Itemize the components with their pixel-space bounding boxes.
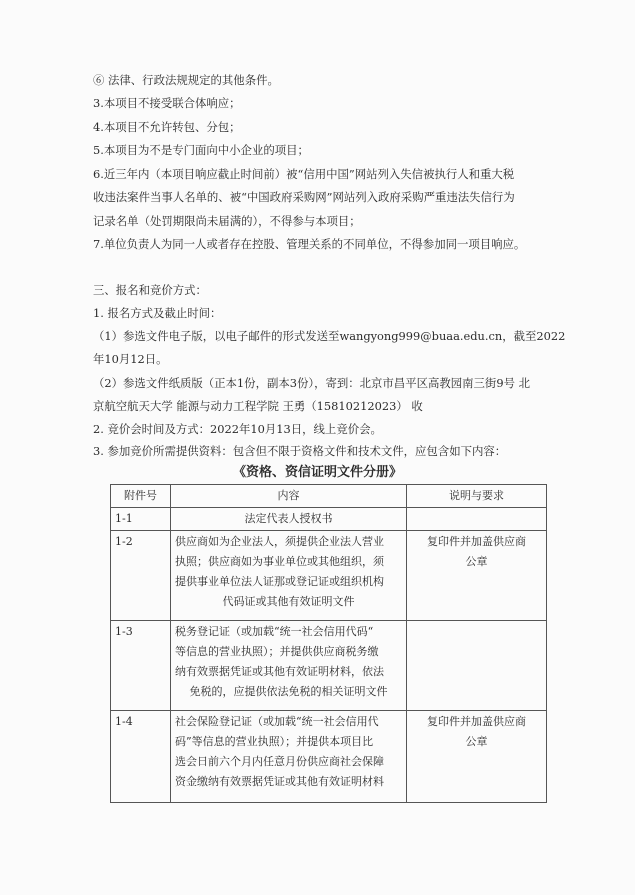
text-line: 京航空航天大学 能源与动力工程学院 王勇（15810212023） 收 xyxy=(93,399,423,413)
content-line: 供应商如为企业法人，须提供企业法人营业 xyxy=(175,535,384,548)
row-num: 1-3 xyxy=(111,621,171,711)
row-content xyxy=(171,711,407,803)
note-line: 公章 xyxy=(465,555,488,568)
content-line: 资金缴纳有效票据凭证或其他有效证明材料 xyxy=(175,775,384,788)
row-content xyxy=(171,508,407,531)
text-line: 记录名单（处罚期限尚未届满的），不得参与本项目； xyxy=(93,214,361,228)
note-line: 复印件并加盖供应商 xyxy=(427,535,526,548)
table-row xyxy=(111,711,547,803)
text-line: 5.本项目为不是专门面向中小企业的项目； xyxy=(93,143,309,157)
content-line: 免税的，应提供依法免税的相关证明文件 xyxy=(189,685,388,698)
content-line: 社会保险登记证（或加载“统一社会信用代 xyxy=(175,715,379,728)
row-note xyxy=(407,531,547,621)
certificate-table xyxy=(110,484,547,803)
table-title: 《资格、资信证明文件分册》 xyxy=(232,465,402,480)
content-line: 税务登记证（或加载“统一社会信用代码“ xyxy=(175,625,374,638)
text-line: 7.单位负责人为同一人或者存在控股、管理关系的不同单位，不得参加同一项目响应。 xyxy=(93,237,526,251)
text-line: （2）参选文件纸质版（正本1份，副本3份），寄到：北京市昌平区高教园南三街9号 北 xyxy=(93,376,530,390)
table-header-row xyxy=(111,485,547,508)
content-line: 等信息的营业执照）；并提供供应商税务缴 xyxy=(175,645,379,658)
header-num: 附件号 xyxy=(111,485,171,508)
text-line: 1. 报名方式及截止时间： xyxy=(93,306,222,320)
text-line: 3.本项目不接受联合体响应； xyxy=(93,96,241,110)
text-line: 2. 竞价会时间及方式：2022年10月13日，线上竞价会。 xyxy=(93,422,382,436)
content-line: 提供事业单位法人证那或登记证或组织机构 xyxy=(175,575,384,588)
content-line: 代码证或其他有效证明文件 xyxy=(222,595,355,608)
note-line: 公章 xyxy=(465,735,488,748)
text-line: 6.近三年内（本项目响应截止时间前）被“信用中国”网站列入失信被执行人和重大税 xyxy=(93,167,515,181)
text-line: 年10月12日。 xyxy=(93,352,168,366)
row-num: 1-4 xyxy=(111,711,171,803)
content-line: 选会日前六个月内任意月份供应商社会保障 xyxy=(175,755,384,768)
table-row xyxy=(111,531,547,621)
content-line: 码”等信息的营业执照）；并提供本项目比 xyxy=(175,735,374,748)
note-line: 复印件并加盖供应商 xyxy=(427,715,526,728)
section-heading: 三、报名和竞价方式： xyxy=(93,283,207,297)
header-note: 说明与要求 xyxy=(407,485,547,508)
header-content: 内容 xyxy=(171,485,407,508)
text-line: 4.本项目不允许转包、分包； xyxy=(93,120,241,134)
table-row xyxy=(111,508,547,531)
text-line: （1）参选文件电子版，以电子邮件的形式发送至wangyong999@buaa.edu.cn，截至2022 xyxy=(93,329,566,343)
row-content xyxy=(171,531,407,621)
row-num: 1-1 xyxy=(111,508,171,531)
text-line: 3. 参加竞价所需提供资料：包含但不限于资格文件和技术文件，应包含如下内容： xyxy=(93,444,507,458)
content-line: 纳有效票据凭证或其他有效证明材料，依法 xyxy=(175,665,384,678)
content-line: 执照；供应商如为事业单位或其他组织，须 xyxy=(175,555,384,568)
content-line: 法定代表人授权书 xyxy=(244,512,333,525)
table-row xyxy=(111,621,547,711)
row-note xyxy=(407,508,547,531)
row-note xyxy=(407,621,547,711)
row-num: 1-2 xyxy=(111,531,171,621)
row-note xyxy=(407,711,547,803)
text-line: ⑥ 法律、行政法规规定的其他条件。 xyxy=(93,73,279,87)
text-line: 收违法案件当事人名单的、被“中国政府采购网”网站列入政府采购严重违法失信行为 xyxy=(93,190,515,204)
row-content xyxy=(171,621,407,711)
